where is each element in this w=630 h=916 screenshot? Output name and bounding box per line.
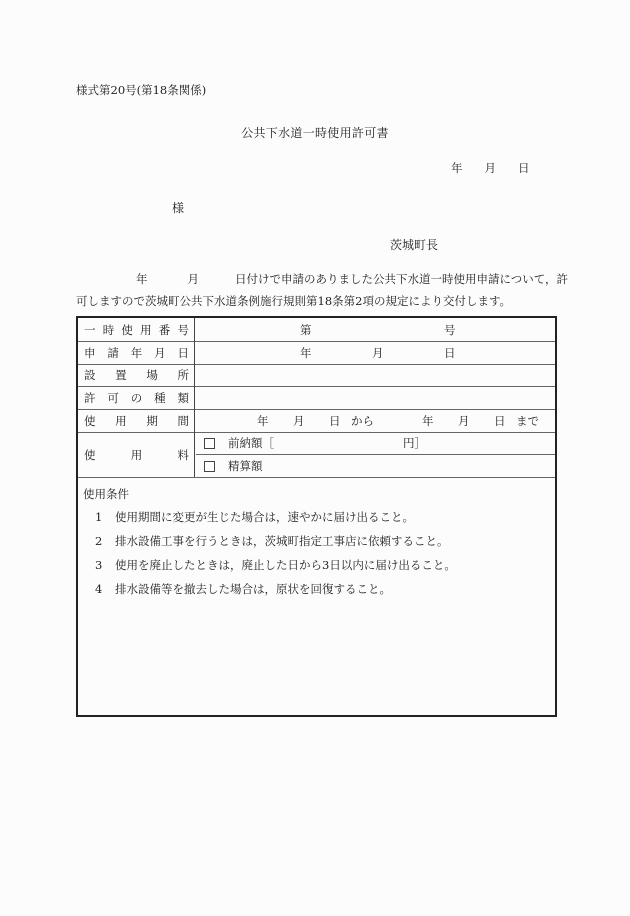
row-temporary-use-number [78,318,555,342]
fee-option-settlement [196,455,555,477]
document-title: 公共下水道一時使用許可書 [241,126,389,140]
recipient-suffix: 様 [172,201,185,215]
value-usage-period[interactable]: 年 月 日 から 年 月 日 まで [257,413,539,428]
value-installation-location[interactable] [196,364,555,386]
label-application-date: 申 請 年 月 日 [78,341,195,364]
settlement-checkbox[interactable] [204,461,215,472]
prepaid-unit: 円］ [403,436,426,450]
prepaid-label: 前納額［ [228,436,274,450]
form-number: 様式第20号(第18条関係) [76,83,207,97]
label-usage-period: 使 用 期 間 [78,409,195,432]
condition-item: 3 使用を廃止したときは，廃止した日から3日以内に届け出ること。 [95,558,456,572]
issuer: 茨城町長 [390,238,439,252]
date-day: 日 [518,161,530,175]
row-usage-period [78,409,555,433]
row-permit-type [78,386,555,410]
condition-item: 1 使用期間に変更が生じた場合は，速やかに届け出ること。 [95,510,414,524]
permit-table [76,316,557,717]
number-suffix: 号 [444,322,456,337]
settlement-label: 精算額 [228,459,263,473]
body-line-1 [76,268,569,290]
value-permit-type[interactable] [196,386,555,409]
label-installation-location: 設 置 場 所 [78,364,195,386]
condition-item: 4 排水設備等を撤去した場合は，原状を回復すること。 [95,582,391,596]
label-temporary-use-number: 一 時 使 用 番 号 [78,318,195,341]
value-temporary-use-number[interactable] [196,318,555,341]
body-month: 月 [187,272,199,286]
body-line-1-text: 日付けで申請のありました公共下水道一時使用申請について，許 [235,272,569,286]
body-line-2: 可しますので茨城町公共下水道条例施行規則第18条第2項の規定により交付します。 [76,294,512,308]
body-year: 年 [136,272,148,286]
row-usage-fee [78,432,555,478]
condition-item: 2 排水設備工事を行うときは，茨城町指定工事店に依頼すること。 [95,534,449,548]
value-application-date[interactable]: 年 月 日 [300,345,456,360]
issue-date [451,160,530,176]
label-permit-type: 許 可 の 種 類 [78,386,195,409]
label-usage-fee: 使 用 料 [78,432,195,477]
date-year: 年 [451,161,463,175]
prepaid-checkbox[interactable] [204,438,215,449]
row-installation-location [78,364,555,387]
body-paragraph [76,268,569,312]
fee-option-prepaid [196,432,555,455]
conditions-heading: 使用条件 [83,487,129,501]
date-month: 月 [484,161,496,175]
usage-conditions [78,477,555,715]
number-prefix: 第 [300,322,312,337]
row-application-date [78,341,555,365]
